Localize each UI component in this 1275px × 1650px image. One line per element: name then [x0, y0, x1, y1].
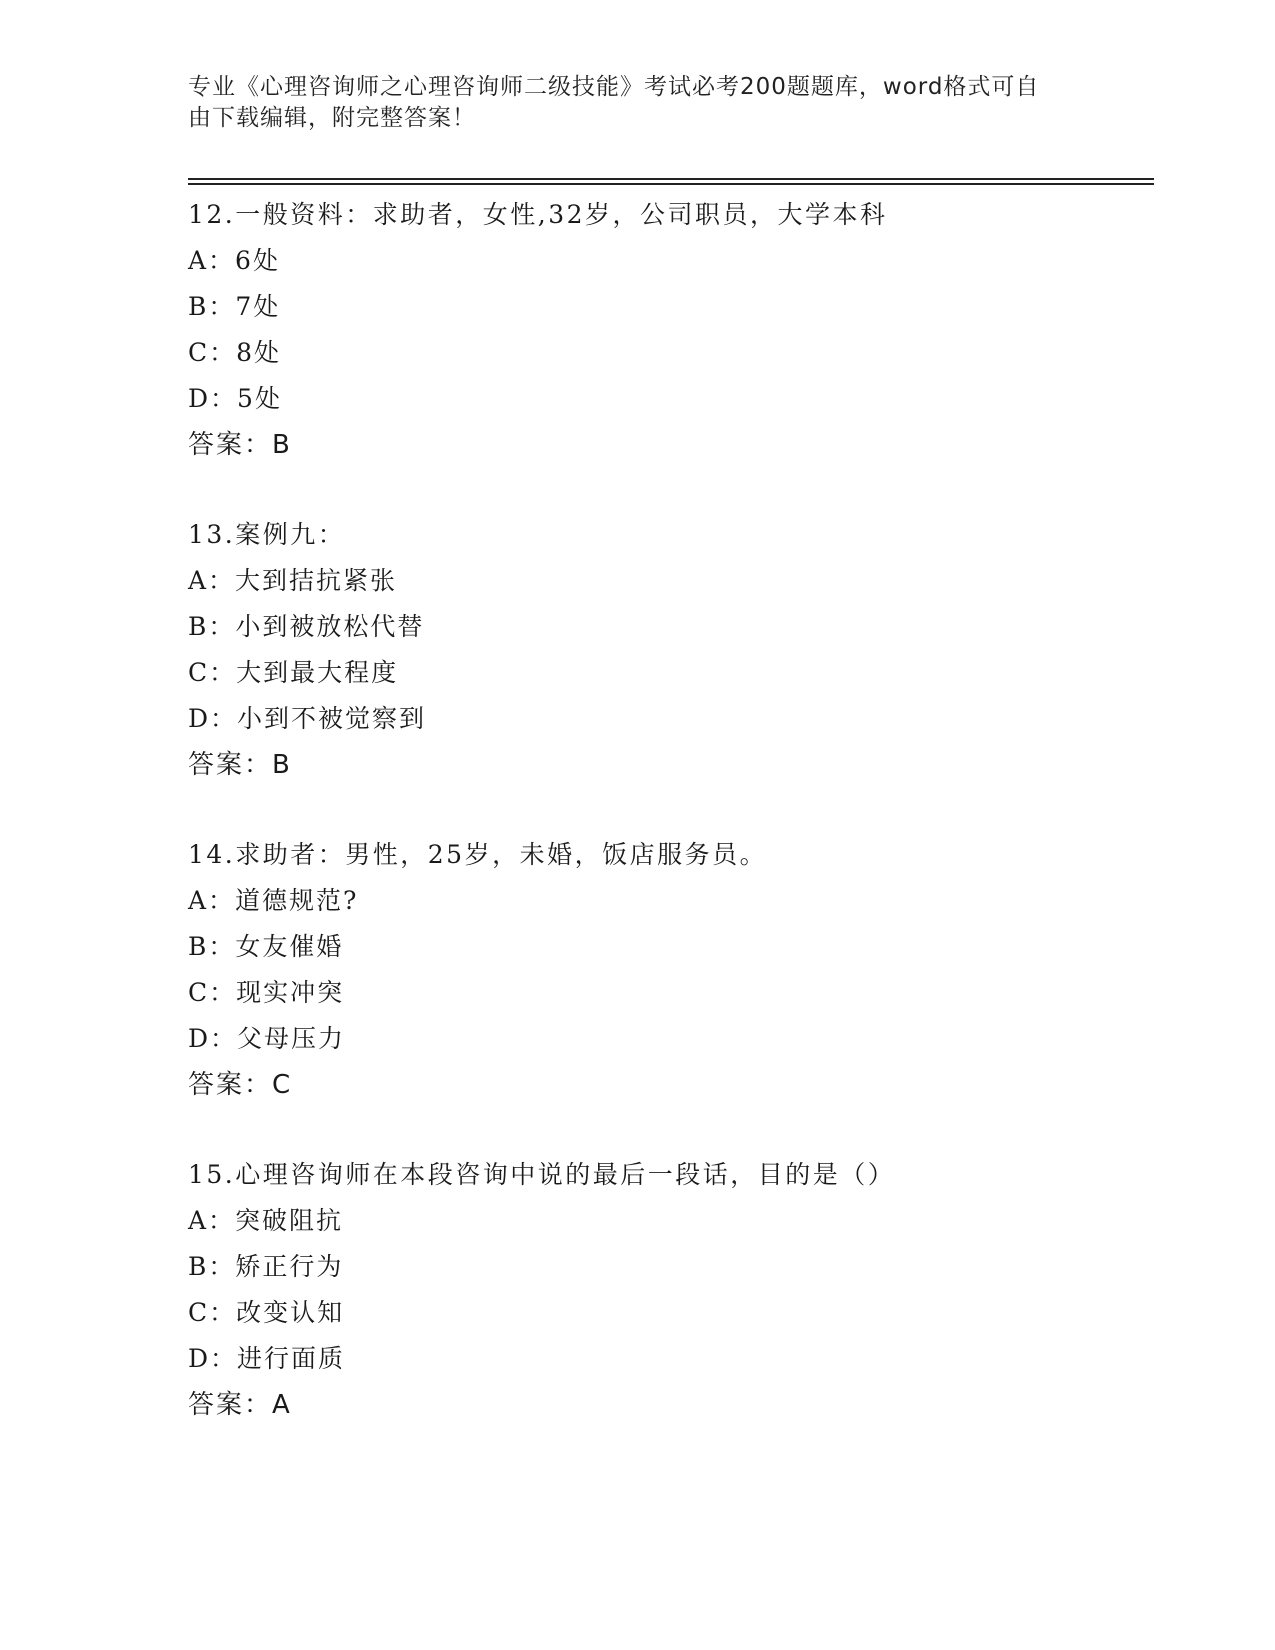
- option-a: A：突破阻抗: [188, 1206, 344, 1235]
- option-d: D：父母压力: [188, 1024, 346, 1053]
- header-line-1: 专业《心理咨询师之心理咨询师二级技能》考试必考200题题库，word格式可自: [188, 74, 1040, 100]
- option-c: C：改变认知: [188, 1298, 345, 1327]
- option-d: D：5处: [188, 384, 282, 413]
- answer-line: 答案：B: [188, 430, 292, 460]
- option-a: A：6处: [188, 246, 280, 275]
- question-15: [188, 1152, 1148, 1428]
- option-c: C：8处: [188, 338, 282, 367]
- option-d: D：进行面质: [188, 1344, 346, 1373]
- option-b: B：7处: [188, 292, 281, 321]
- document-header: [188, 72, 1068, 134]
- answer-line: 答案：A: [188, 1390, 292, 1420]
- question-list: [188, 192, 1148, 1472]
- question-13: [188, 512, 1148, 788]
- option-b: B：矫正行为: [188, 1252, 344, 1281]
- option-a: A：道德规范?: [188, 886, 359, 915]
- answer-line: 答案：B: [188, 750, 292, 780]
- header-divider-top: [188, 178, 1154, 180]
- header-divider-bottom: [188, 183, 1154, 185]
- question-14: [188, 832, 1148, 1108]
- option-c: C：大到最大程度: [188, 658, 399, 687]
- option-d: D：小到不被觉察到: [188, 704, 427, 733]
- option-a: A：大到拮抗紧张: [188, 566, 398, 595]
- option-b: B：女友催婚: [188, 932, 344, 961]
- question-12: [188, 192, 1148, 468]
- question-stem: 15.心理咨询师在本段咨询中说的最后一段话，目的是（）: [188, 1160, 896, 1189]
- answer-line: 答案：C: [188, 1070, 293, 1100]
- option-b: B：小到被放松代替: [188, 612, 425, 641]
- question-stem: 13.案例九：: [188, 520, 346, 549]
- option-c: C：现实冲突: [188, 978, 345, 1007]
- question-stem: 14.求助者：男性，25岁，未婚，饭店服务员。: [188, 840, 768, 869]
- header-line-2: 由下载编辑，附完整答案！: [188, 105, 476, 131]
- question-stem: 12.一般资料：求助者，女性,32岁，公司职员，大学本科: [188, 200, 888, 229]
